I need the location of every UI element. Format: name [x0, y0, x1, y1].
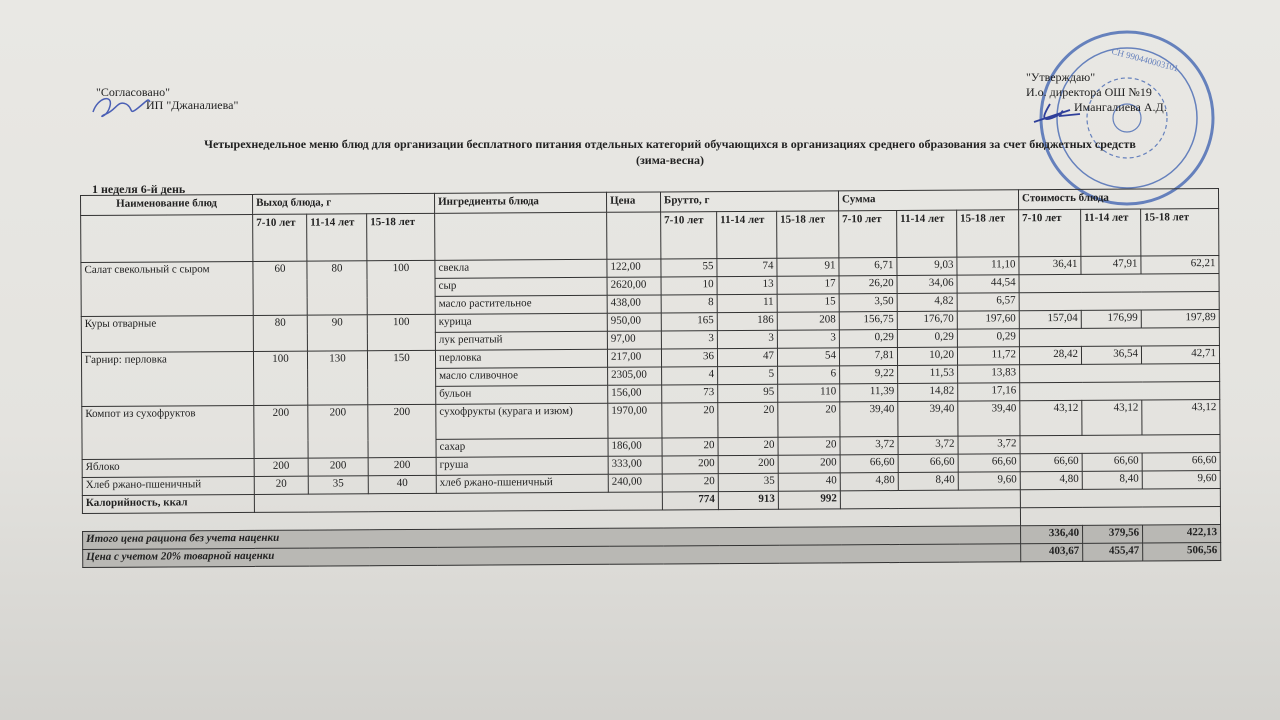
ingredient-sum: 4,82 — [897, 293, 957, 311]
ingredient-brutto: 8 — [661, 295, 717, 313]
ingredient-brutto: 74 — [717, 258, 777, 276]
dish-cost: 197,89 — [1141, 310, 1219, 328]
dish-cost: 176,99 — [1081, 310, 1141, 328]
calories-value: 913 — [718, 491, 778, 509]
approved-name: Имангалиева А.Д. — [1074, 100, 1167, 114]
ingredient-brutto: 3 — [777, 330, 839, 348]
ingredient-sum: 9,60 — [958, 472, 1020, 490]
header-age: 15-18 лет — [367, 213, 435, 260]
dish-output: 80 — [253, 315, 307, 351]
ingredient-sum: 34,06 — [897, 275, 957, 293]
ingredient-sum: 3,50 — [839, 294, 897, 312]
ingredient-sum: 0,29 — [897, 329, 957, 347]
ingredient-sum: 10,20 — [897, 347, 957, 365]
ingredient-sum: 26,20 — [839, 276, 897, 294]
dish-output: 200 — [368, 404, 436, 457]
ingredient-name: хлеб ржано-пшеничный — [436, 474, 608, 493]
ingredient-sum: 0,29 — [839, 330, 897, 348]
ingredient-price: 156,00 — [608, 385, 662, 403]
ingredient-brutto: 35 — [718, 473, 778, 491]
dish-name: Куры отварные — [81, 315, 253, 352]
ingredient-brutto: 11 — [717, 294, 777, 312]
dish-output: 90 — [307, 315, 367, 351]
signature-icon — [1030, 100, 1085, 126]
calories-value: 992 — [778, 491, 840, 509]
signature-icon — [88, 92, 158, 120]
approved-label: "Утверждаю" — [1026, 70, 1096, 84]
dish-cost: 43,12 — [1142, 400, 1220, 435]
ingredient-sum: 17,16 — [958, 383, 1020, 401]
header-dish: Наименование блюд — [81, 194, 253, 215]
cost-blank — [1020, 435, 1220, 454]
week-day-label: 1 неделя 6-й день — [92, 182, 186, 196]
header-age: 7-10 лет — [661, 212, 717, 259]
dish-cost: 62,21 — [1141, 256, 1219, 274]
header-blank — [81, 214, 253, 262]
ingredient-sum: 6,71 — [839, 258, 897, 276]
dish-output: 100 — [253, 351, 307, 405]
header-age: 11-14 лет — [1081, 209, 1141, 256]
dish-cost: 43,12 — [1020, 400, 1082, 435]
dish-output: 40 — [368, 475, 436, 493]
ingredient-sum: 3,72 — [898, 436, 958, 454]
blank — [1020, 489, 1220, 508]
calories-label: Калорийность, ккал — [82, 494, 254, 513]
ingredient-sum: 9,03 — [897, 257, 957, 275]
ingredient-brutto: 3 — [661, 331, 717, 349]
dish-output: 35 — [308, 476, 368, 494]
ingredient-brutto: 208 — [777, 312, 839, 330]
ingredient-brutto: 36 — [661, 349, 717, 367]
ingredient-brutto: 5 — [718, 366, 778, 384]
header-brutto: Брутто, г — [660, 191, 838, 212]
ingredient-sum: 0,29 — [957, 329, 1019, 347]
ingredient-sum: 3,72 — [840, 437, 898, 455]
ingredient-brutto: 20 — [778, 402, 840, 437]
ingredient-sum: 11,53 — [898, 365, 958, 383]
ingredient-sum: 8,40 — [898, 472, 958, 490]
ingredient-name: курица — [435, 313, 607, 332]
ingredient-price: 240,00 — [608, 474, 662, 492]
dish-name: Компот из сухофруктов — [82, 405, 254, 459]
ingredient-sum: 39,40 — [898, 401, 958, 436]
ingredient-price: 333,00 — [608, 456, 662, 474]
cost-blank — [1019, 274, 1219, 293]
ingredient-brutto: 15 — [777, 294, 839, 312]
total-label: Итого цена рациона без учета наценки — [83, 526, 1021, 550]
header-age: 11-14 лет — [897, 210, 957, 257]
cost-blank — [1019, 292, 1219, 311]
ingredient-brutto: 6 — [778, 366, 840, 384]
dish-name: Салат свекольный с сыром — [81, 261, 253, 316]
ingredient-name: свекла — [435, 259, 607, 278]
blank — [1020, 507, 1220, 526]
dish-cost: 66,60 — [1082, 453, 1142, 471]
header-blank — [435, 212, 607, 260]
ingredient-brutto: 10 — [661, 277, 717, 295]
ingredient-brutto: 17 — [777, 276, 839, 294]
ingredient-sum: 156,75 — [839, 312, 897, 330]
ingredient-sum: 4,80 — [840, 473, 898, 491]
ingredient-brutto: 200 — [662, 456, 718, 474]
total-label: Цена с учетом 20% товарной наценки — [83, 544, 1021, 568]
document-title — [70, 136, 1270, 168]
dish-cost: 47,91 — [1081, 256, 1141, 274]
ingredient-brutto: 200 — [718, 455, 778, 473]
header-price: Цена — [606, 192, 660, 212]
ingredient-brutto: 47 — [717, 348, 777, 366]
blank — [840, 490, 1020, 509]
dish-output: 200 — [308, 405, 368, 458]
ingredient-brutto: 54 — [777, 348, 839, 366]
dish-output: 20 — [254, 476, 308, 494]
ingredient-sum: 6,57 — [957, 293, 1019, 311]
ingredient-brutto: 20 — [662, 474, 718, 492]
ingredient-brutto: 73 — [662, 385, 718, 403]
agreed-label: "Согласовано" — [96, 85, 171, 99]
ingredient-sum: 3,72 — [958, 436, 1020, 454]
header-age: 7-10 лет — [253, 214, 307, 261]
header-age: 15-18 лет — [957, 210, 1019, 257]
ingredient-price: 438,00 — [607, 295, 661, 313]
dish-cost: 4,80 — [1020, 471, 1082, 489]
dish-output: 100 — [367, 260, 435, 314]
header-age: 11-14 лет — [717, 211, 777, 258]
header-sum: Сумма — [838, 190, 1018, 211]
ingredient-name: сыр — [435, 277, 607, 296]
ingredient-sum: 39,40 — [958, 401, 1020, 436]
ingredient-brutto: 186 — [717, 312, 777, 330]
ingredient-price: 2305,00 — [608, 367, 662, 385]
dish-name: Яблоко — [82, 458, 254, 477]
ingredient-sum: 9,22 — [840, 366, 898, 384]
ingredient-price: 1970,00 — [608, 403, 662, 438]
total-value: 506,56 — [1143, 543, 1221, 561]
header-age: 15-18 лет — [1141, 209, 1219, 256]
ingredient-name: сухофрукты (курага и изюм) — [436, 403, 608, 439]
ingredient-price: 950,00 — [607, 313, 661, 331]
ingredient-sum: 11,10 — [957, 257, 1019, 275]
header-blank — [607, 212, 661, 259]
ingredient-price: 97,00 — [607, 331, 661, 349]
ingredient-brutto: 3 — [717, 330, 777, 348]
dish-output: 200 — [368, 457, 436, 475]
ingredient-brutto: 13 — [717, 276, 777, 294]
ingredient-brutto: 55 — [661, 259, 717, 277]
ingredient-sum: 44,54 — [957, 275, 1019, 293]
ingredient-brutto: 95 — [718, 384, 778, 402]
ingredient-brutto: 110 — [778, 384, 840, 402]
dish-output: 200 — [308, 458, 368, 476]
ingredient-price: 122,00 — [607, 259, 661, 277]
ingredient-price: 217,00 — [607, 349, 661, 367]
approved-position: И.о. директора ОШ №19 — [1026, 85, 1152, 99]
dish-output: 200 — [254, 405, 308, 458]
ingredient-sum: 39,40 — [840, 402, 898, 437]
ingredient-sum: 66,60 — [958, 454, 1020, 472]
dish-output: 100 — [367, 314, 435, 350]
ingredient-brutto: 20 — [662, 403, 718, 438]
menu-table — [80, 188, 1221, 568]
ingredient-sum: 11,39 — [840, 384, 898, 402]
header-age-row — [81, 209, 1219, 263]
total-value: 422,13 — [1143, 525, 1221, 543]
cost-blank — [1020, 382, 1220, 401]
ingredient-brutto: 200 — [778, 455, 840, 473]
ingredient-brutto: 20 — [662, 438, 718, 456]
dish-output: 130 — [307, 351, 367, 405]
header-output: Выход блюда, г — [252, 193, 434, 214]
dish-cost: 43,12 — [1082, 400, 1142, 435]
ingredient-brutto: 91 — [777, 258, 839, 276]
ingredient-name: бульон — [436, 385, 608, 404]
ingredient-price: 2620,00 — [607, 277, 661, 295]
ingredient-price: 186,00 — [608, 438, 662, 456]
header-cost: Стоимость блюда — [1018, 189, 1218, 210]
dish-output: 80 — [307, 261, 367, 315]
ingredient-name: сахар — [436, 438, 608, 457]
dish-cost: 157,04 — [1019, 310, 1081, 328]
total-value: 379,56 — [1083, 525, 1143, 543]
dish-cost: 28,42 — [1019, 346, 1081, 364]
svg-text:СН 990440003101: СН 990440003101 — [1110, 45, 1180, 74]
cost-blank — [1020, 364, 1220, 383]
dish-name: Гарнир: перловка — [81, 351, 253, 406]
calories-value: 774 — [662, 492, 718, 510]
dish-output: 150 — [367, 350, 435, 404]
dish-output: 200 — [254, 458, 308, 476]
ingredient-sum: 13,83 — [958, 365, 1020, 383]
ingredient-brutto: 165 — [661, 313, 717, 331]
ingredient-sum: 7,81 — [839, 348, 897, 366]
ingredient-brutto: 20 — [718, 437, 778, 455]
header-age: 7-10 лет — [839, 211, 897, 258]
dish-cost: 66,60 — [1020, 453, 1082, 471]
dish-output: 60 — [253, 261, 307, 315]
ingredient-sum: 66,60 — [898, 454, 958, 472]
header-ingredients: Ингредиенты блюда — [434, 192, 606, 213]
cost-blank — [1019, 328, 1219, 347]
dish-cost: 36,54 — [1081, 346, 1141, 364]
dish-name: Хлеб ржано-пшеничный — [82, 476, 254, 495]
dish-cost: 9,60 — [1142, 471, 1220, 489]
header-age: 7-10 лет — [1019, 209, 1081, 256]
ingredient-brutto: 20 — [718, 402, 778, 437]
total-value: 455,47 — [1083, 543, 1143, 561]
season-text: (зима-весна) — [635, 153, 704, 167]
title-text: Четырехнедельное меню блюд для организации бесплатного питания отдельных категорий обучающихся в организациях среднего образования за счет бюджетных средств — [204, 137, 1136, 151]
dish-cost: 42,71 — [1141, 346, 1219, 364]
ingredient-sum: 176,70 — [897, 311, 957, 329]
total-value: 403,67 — [1021, 543, 1083, 561]
header-age: 11-14 лет — [307, 214, 367, 261]
ingredient-brutto: 20 — [778, 437, 840, 455]
ingredient-sum: 197,60 — [957, 311, 1019, 329]
ingredient-name: масло растительное — [435, 295, 607, 314]
header-age: 15-18 лет — [777, 211, 839, 258]
ingredient-name: перловка — [435, 349, 607, 368]
ingredient-sum: 14,82 — [898, 383, 958, 401]
dish-cost: 66,60 — [1142, 453, 1220, 471]
dish-cost: 8,40 — [1082, 471, 1142, 489]
dish-cost: 36,41 — [1019, 256, 1081, 274]
agreed-org: ИП "Джаналиева" — [146, 98, 239, 112]
ingredient-name: груша — [436, 456, 608, 475]
ingredient-sum: 11,72 — [957, 347, 1019, 365]
ingredient-name: лук репчатый — [435, 331, 607, 350]
total-value: 336,40 — [1021, 525, 1083, 543]
ingredient-sum: 66,60 — [840, 455, 898, 473]
ingredient-name: масло сливочное — [436, 367, 608, 386]
ingredient-brutto: 4 — [662, 367, 718, 385]
ingredient-brutto: 40 — [778, 473, 840, 491]
